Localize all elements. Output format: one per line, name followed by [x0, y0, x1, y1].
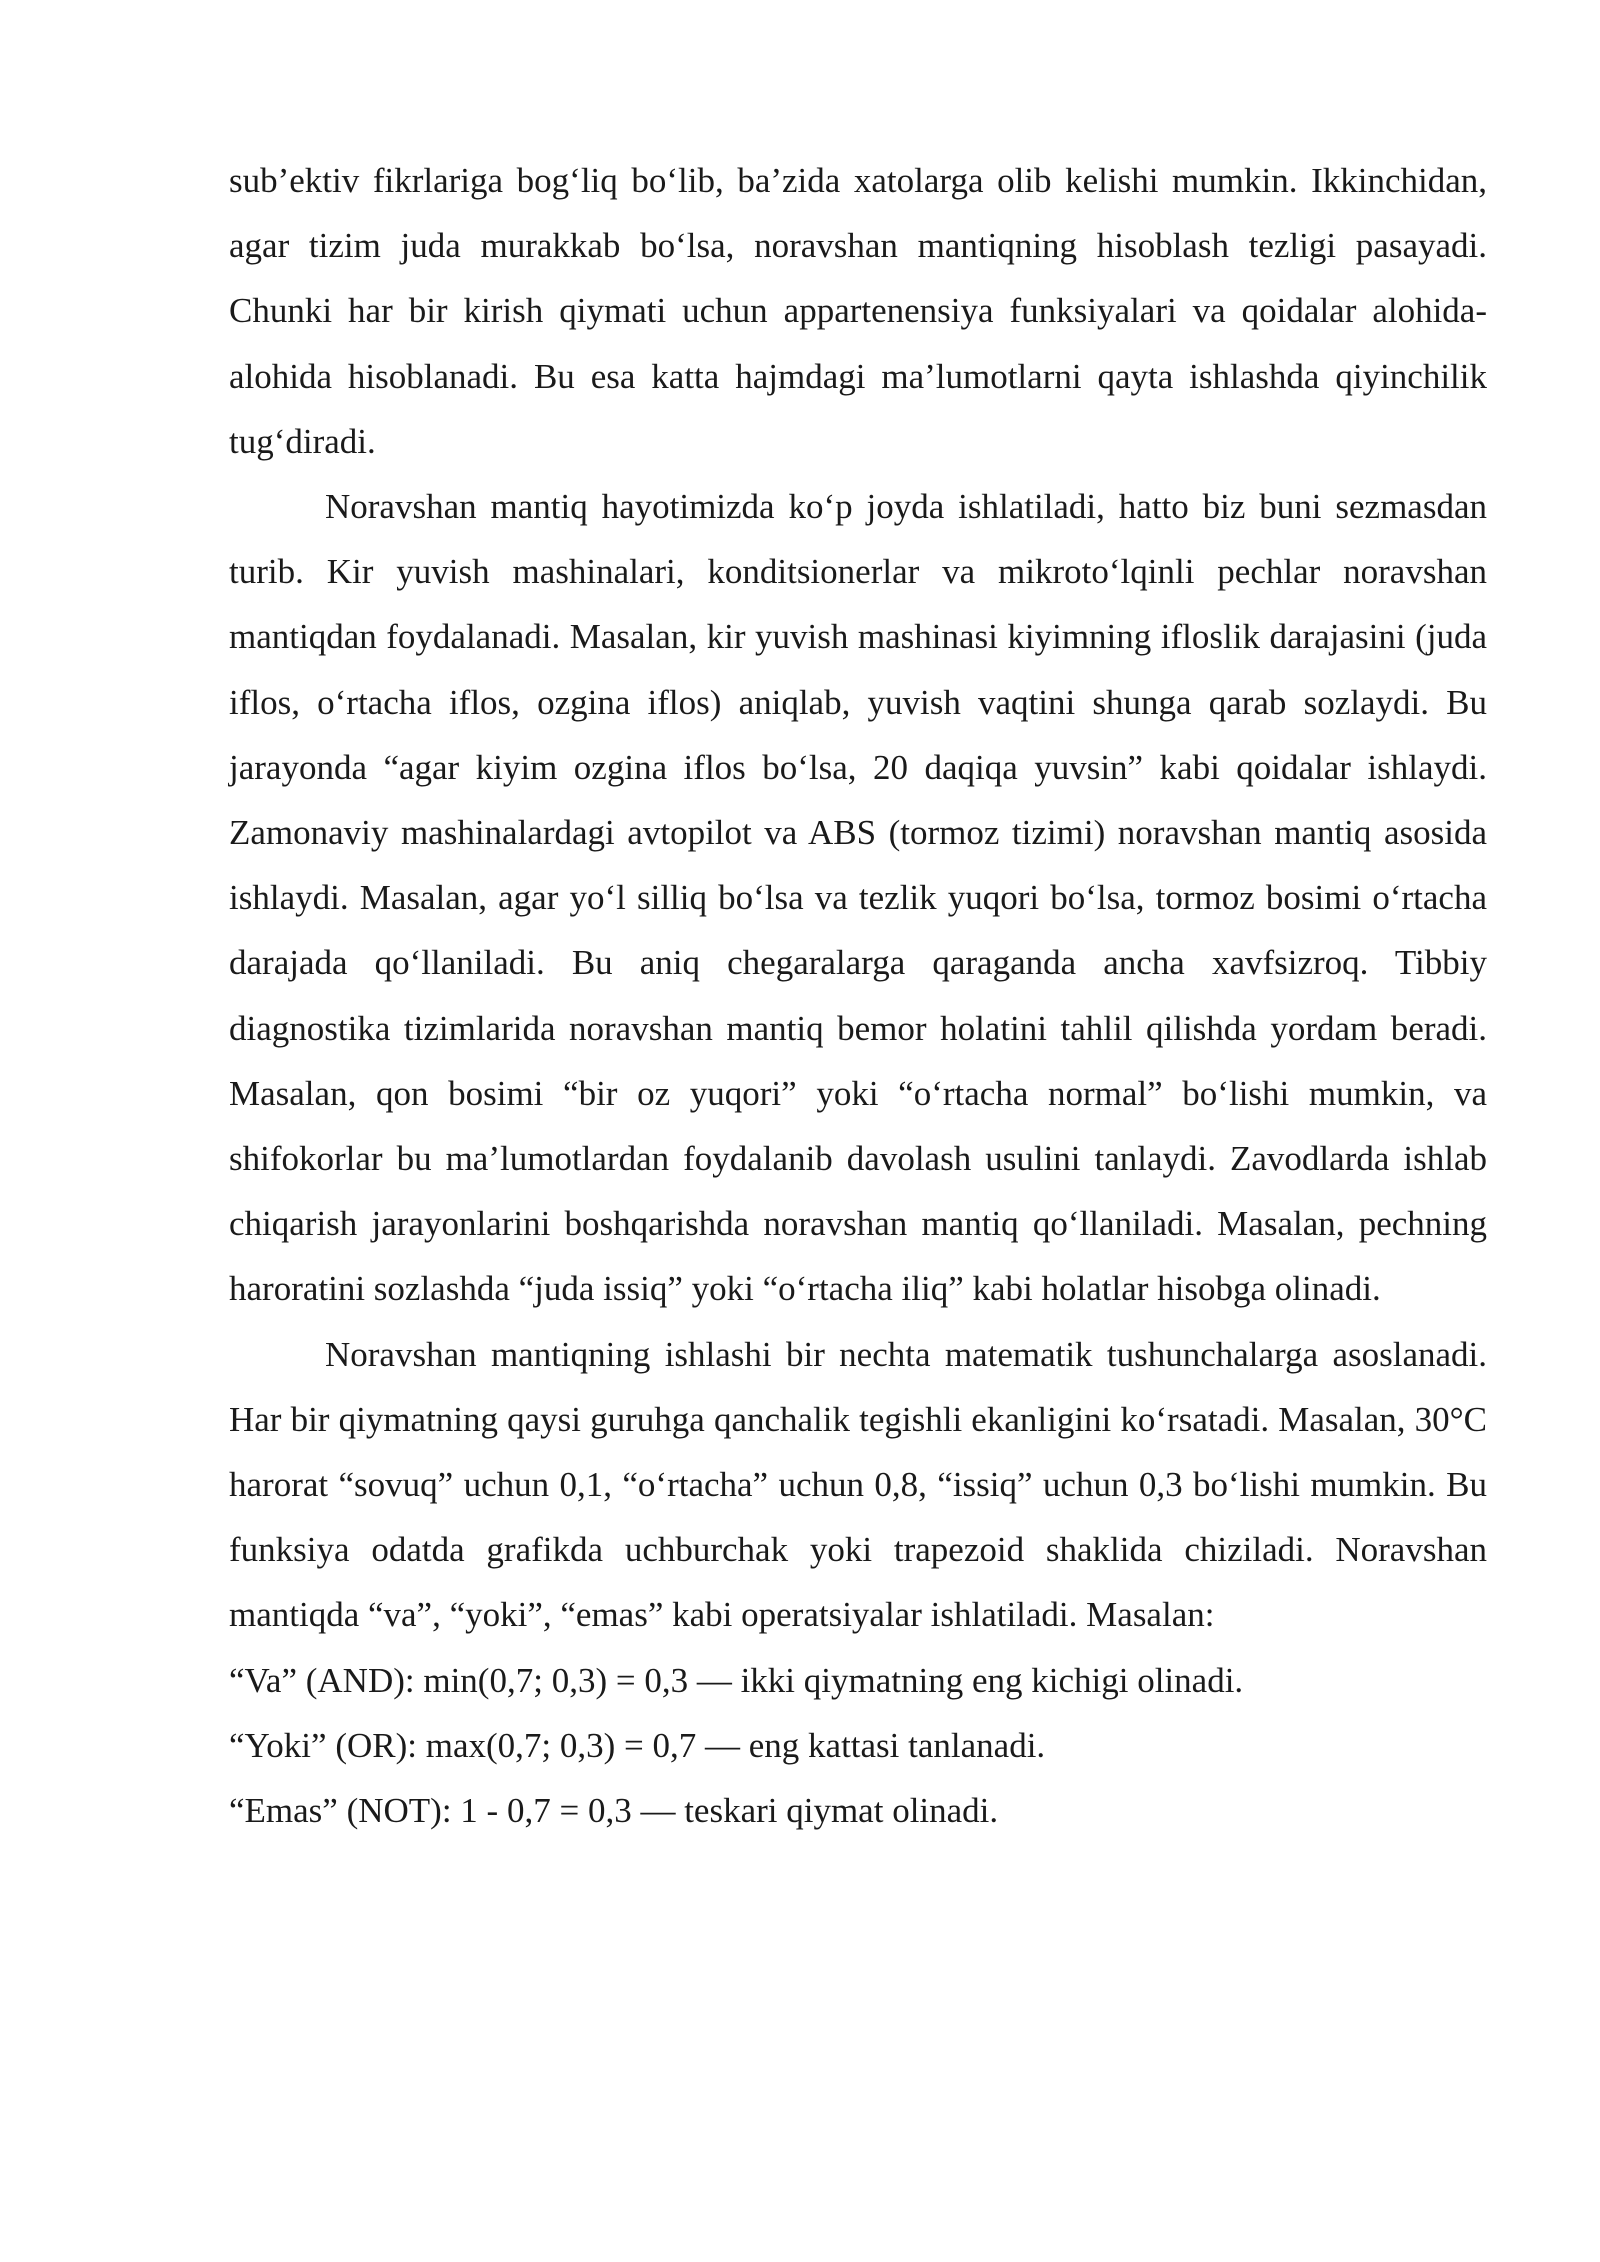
operation-or-line: “Yoki” (OR): max(0,7; 0,3) = 0,7 — eng kattasi tanlanadi. [229, 1725, 1046, 1765]
paragraph-limitations: sub’ektiv fikrlariga bog‘liq bo‘lib, ba’zida xatolarga olib kelishi mumkin. Ikkinchidan, agar tizim juda murakkab bo‘lsa, noravshan mantiqning hisoblash tezligi pasayadi. Chunki har bir kirish qiymati uchun appartenensiya funksiyalari va qoidalar alohida-alohida hisoblanadi. Bu esa katta hajmdagi ma’lumotlarni qayta ishlashda qiyinchilik tug‘diradi. [229, 161, 1487, 461]
document-page [229, 148, 1487, 1843]
paragraph-mathematics: Noravshan mantiqning ishlashi bir nechta matematik tushunchalarga asoslanadi. Har bir qiymatning qaysi guruhga qanchalik tegishli ekanligini ko‘rsatadi. Masalan, 30°C harorat “sovuq” uchun 0,1, “o‘rtacha” uchun 0,8, “issiq” uchun 0,3 bo‘lishi mumkin. Bu funksiya odatda grafikda uchburchak yoki trapezoid shaklida chiziladi. Noravshan mantiqda “va”, “yoki”, “emas” kabi operatsiyalar ishlatiladi. Masalan: [229, 1334, 1487, 1635]
operation-and-line: “Va” (AND): min(0,7; 0,3) = 0,3 — ikki qiymatning eng kichigi olinadi. [229, 1660, 1244, 1700]
operation-not-line: “Emas” (NOT): 1 - 0,7 = 0,3 — teskari qiymat olinadi. [229, 1791, 999, 1831]
paragraph-applications: Noravshan mantiq hayotimizda ko‘p joyda ishlatiladi, hatto biz buni sezmasdan turib. Kir yuvish mashinalari, konditsionerlar va mikroto‘lqinli pechlar noravshan mantiqdan foydalanadi. Masalan, kir yuvish mashinasi kiyimning ifloslik darajasini (juda iflos, o‘rtacha iflos, ozgina iflos) aniqlab, yuvish vaqtini shunga qarab sozlaydi. Bu jarayonda “agar kiyim ozgina iflos bo‘lsa, 20 daqiqa yuvsin” kabi qoidalar ishlaydi. Zamonaviy mashinalardagi avtopilot va ABS (tormoz tizimi) noravshan mantiq asosida ishlaydi. Masalan, agar yo‘l silliq bo‘lsa va tezlik yuqori bo‘lsa, tormoz bosimi o‘rtacha darajada qo‘llaniladi. Bu aniq chegaralarga qaraganda ancha xavfsizroq. Tibbiy diagnostika tizimlarida noravshan mantiq bemor holatini tahlil qilishda yordam beradi. Masalan, qon bosimi “bir oz yuqori” yoki “o‘rtacha normal” bo‘lishi mumkin, va shifokorlar bu ma’lumotlardan foydalanib davolash usulini tanlaydi. Zavodlarda ishlab chiqarish jarayonlarini boshqarishda noravshan mantiq qo‘llaniladi. Masalan, pechning haroratini sozlashda “juda issiq” yoki “o‘rtacha iliq” kabi holatlar hisobga olinadi. [229, 487, 1487, 1309]
